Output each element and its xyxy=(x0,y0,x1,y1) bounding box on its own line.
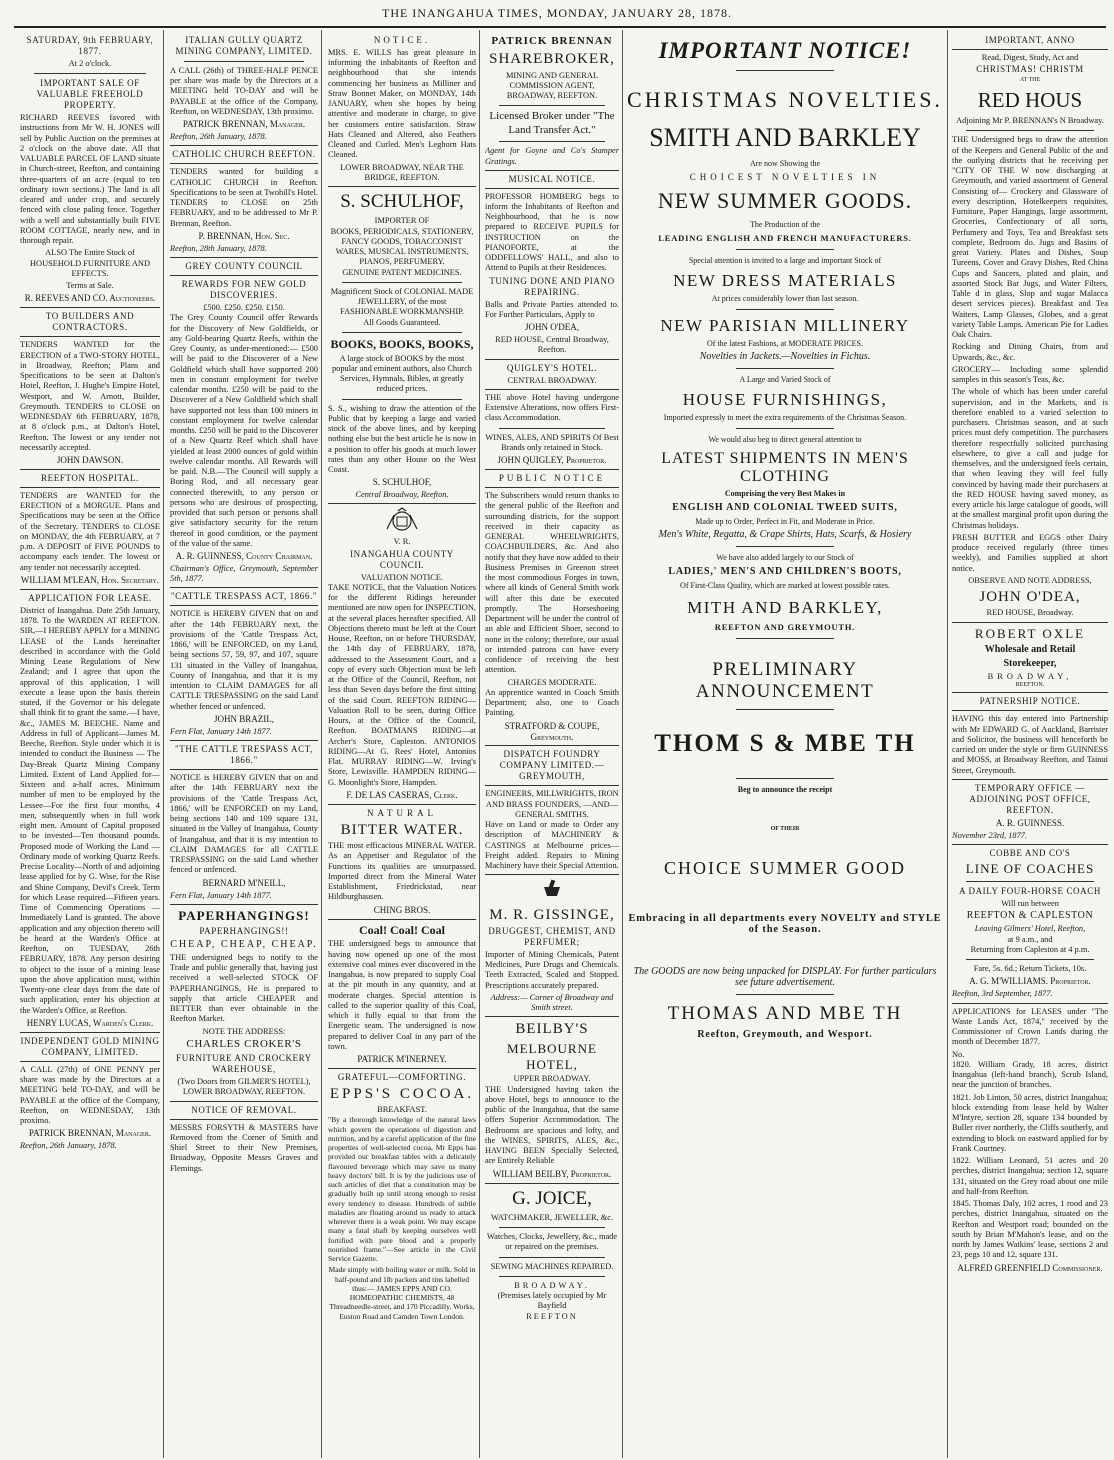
column-divider xyxy=(479,30,480,1458)
of-their-text: OF THEIR xyxy=(770,826,800,832)
sale-heading: IMPORTANT SALE OF VALUABLE FREEHOLD PROPERTY. xyxy=(36,78,144,111)
quigley-signature: JOHN QUIGLEY, Proprietor. xyxy=(497,455,607,466)
cobb-time: at 9 a.m., and xyxy=(1007,934,1053,944)
novelties-text: Novelties in Jackets.—Novelties in Fichus. xyxy=(699,351,871,362)
schulhof-sub: IMPORTER OF xyxy=(374,216,430,226)
center-advertisement xyxy=(626,34,944,1458)
red-house-important: IMPORTANT, ANNO xyxy=(985,35,1075,45)
partnership-heading: PATNERSHIP NOTICE. xyxy=(979,696,1081,707)
public-notice-signature: STRATFORD & COUPE, Greymouth. xyxy=(504,720,600,742)
joice-trade: WATCHMAKER, JEWELLER, &c. xyxy=(490,1212,614,1222)
thomas-mbeth-footer: THOMAS AND MBE TH xyxy=(667,1003,903,1024)
italian-gully-date: Reefton, 26th January, 1878. xyxy=(170,132,267,142)
sale-time: At 2 o'clock. xyxy=(68,58,112,68)
red-house-body: THE Undersigned begs to draw the attention of the Keepers and General Public of the and the outlying districts that he receiving per "CITY OF THE W now discharging at Greymouth, and varied assortment of General Consisting of— Crockery and Glassware of every description, Hotelkeepers requisites, Furniture, Paper Hangings, large assortment, Groceries, Confectionary of all sorts, Perfumery and Toys, Tea and Breakfast sets complete, Bedroom do. Jugs and Basins of great Variety. Plates and Dishes, Soup Tureens, Cover and Gravy Dishes, Red China Cups and Saucers, plated and plain, and assorted Stock Bar Jugs, and Water Filters, Table d in glass, Slop and sugar Malacca desert services pieces). Breakfast and Tea Waiters, Lamp Glasses, Globes, and a great variety Table Lamps. American Pie for Ladies Oak Chairs. xyxy=(952,135,1108,340)
beilby-hotel: MELBOURNE HOTEL, xyxy=(507,1040,597,1072)
grey-county-signature: A. R. GUINNESS, County Chairman. xyxy=(175,551,313,561)
sale-also: ALSO The Entire Stock of HOUSEHOLD FURNITURE AND EFFECTS. xyxy=(29,248,151,278)
oxley-broadway: BROADWAY, xyxy=(987,671,1073,681)
quality-text: Of First-Class Quality, which are marked at lowest possible rates. xyxy=(680,581,890,590)
brennan-body: MINING AND GENERAL COMMISSION AGENT, BROADWAY, REEFTON. xyxy=(505,70,599,101)
schulhof-jewellery: Magnificent Stock of COLONIAL MADE JEWELLERY, of the most FASHIONABLE WORKMANSHIP. xyxy=(330,286,474,317)
lease-1820: 1820. William Grady, 18 acres, district Inangahua (left-hand branch), Scrub Island, near the junction of branches. xyxy=(952,1059,1108,1090)
musical-heading: MUSICAL NOTICE. xyxy=(508,173,596,184)
cattle-trespass-2-signature: BERNARD M'NEILL, xyxy=(202,877,286,888)
coal-body: THE undersigned begs to announce that having now opened up one of the most extensive coal mines ever discovered in the Inangahua, is now prepared to supply Coal at the pit mouth in any quantity, and at moderate charges. Special attention is called to the superior quality of this Coal, which it fully equal to that from the Energetic seam. The undersigned is now prepared to deliver Coal in any part of the town. xyxy=(328,939,476,1051)
joice-body: Watches, Clocks, Jewellery, &c., made or repaired on the premises. xyxy=(486,1232,618,1252)
partnership-body: HAVING this day entered into Partnership with Mr EDWARD G. of Auckland, Barrister and Solicitor, the business will henceforth be carried on under the style or firm GUINNESS and MOSS, at Broadway Reefton, and Tainui Street, Greymouth. xyxy=(952,714,1108,775)
epps-heading: EPPS'S COCOA. xyxy=(329,1085,475,1102)
cobb-run: Will run between xyxy=(1001,898,1059,908)
cobb-heading: COBBE AND CO'S xyxy=(989,848,1071,859)
books-heading: BOOKS, BOOKS, BOOKS, xyxy=(330,336,474,351)
quigley-wines: WINES, ALES, AND SPIRITS Of Best Brands only retained in Stock. xyxy=(485,432,619,452)
temporary-date: November 23rd, 1877. xyxy=(952,830,1028,840)
hospital-body: TENDERS are WANTED for the ERECTION of a MORGUE. Plans and Specifications may be seen at the Office of the Secretary. TENDERS to CLOSE on MONDAY, the 4th FEBRUARY, at 7 p.m. A DEPOSIT of FIVE POUNDS to accompany each tender. The lowest or any tender not necessarily accepted. xyxy=(20,490,160,572)
sale-terms: Terms at Sale. xyxy=(66,281,114,291)
paperhangings-signature: CHARLES CROKER'S xyxy=(186,1037,302,1050)
lease-signature: HENRY LUCAS, Warden's Clerk. xyxy=(26,1017,154,1028)
masthead-rule xyxy=(14,26,1106,28)
cobb-return: Returning from Capleston at 4 p.m. xyxy=(970,944,1090,954)
column-6 xyxy=(952,34,1108,1458)
cobb-signature: A. G. M'WILLIAMS. Proprietor. xyxy=(969,976,1091,987)
schulhof-body: S. S., wishing to draw the attention of the Public that by keeping a large and varied stock of the above lines, and by keeping nothing else but the best article he is now in a position to offer his goods at much lower rates than any other House on the West Coast. xyxy=(328,403,476,475)
independent-signature: PATRICK BRENNAN, Manager. xyxy=(28,1128,152,1139)
public-notice-apprentice: An apprentice wanted in Coach Smith Department; also, one to Coach Painting. xyxy=(485,687,619,718)
epps-made: Made simply with boiling water or milk. Sold in half-pound and 1lb packets and tins labelled thus:— JAMES EPPS AND CO. HOMEOPATHIC CHEMISTS, 48 Threadneedle-street, and 170 Piccadilly. Works, Euston Road and Camden Town London. xyxy=(328,1265,476,1321)
column-divider xyxy=(947,30,948,1458)
dress-materials: NEW DRESS MATERIALS xyxy=(673,271,897,290)
red-house-address: RED HOUSE, Broadway. xyxy=(986,608,1074,618)
wills-address: LOWER BROADWAY, NEAR THE BRIDGE, REEFTON. xyxy=(340,162,464,182)
shirts-text: Men's White, Regatta, & Crape Shirts, Hats, Scarfs, & Hosiery xyxy=(658,529,912,540)
lease-1822: 1822. William Leonard, 51 acres and 20 perches, district Inangahua; section 12, square 131, situated on the Grey road about one mile and half-from Reefton. xyxy=(952,1156,1108,1196)
bitter-water-label: NATURAL xyxy=(367,807,437,818)
cattle-trespass-2-heading: "THE CATTLE TRESPASS ACT, 1866." xyxy=(174,744,314,766)
bitter-water-heading: BITTER WATER. xyxy=(340,821,464,838)
firm-name: SMITH AND BARKLEY xyxy=(649,123,921,152)
cobb-date: Reefton, 3rd September, 1877. xyxy=(952,989,1053,999)
choicest-text: CHOICEST NOVELTIES IN xyxy=(689,172,881,182)
public-notice-body: The Subscribers would return thanks to the general public of the Reefton and surrounding districts, for the support received in their capacity as GENERAL WHEELWRIGHTS, COACHBUILDERS, &c. And also notify that they have now added to their Business Premises in Greenon street the most commodious Forges in town, where all kinds of General Smith work will after this date be executed promptly. The Horseshoeing Department will be under the control of an able and Efficient Shoer, second to none in the colony; therefore, our usual or intended patrons can have every confidence of receiving the best attention. xyxy=(485,491,619,675)
manufacturers-text: LEADING ENGLISH AND FRENCH MANUFACTURERS. xyxy=(658,233,912,243)
brennan-name: PATRICK BRENNAN xyxy=(491,35,613,47)
leases-heading: APPLICATIONS for LEASES under "The Waste Lands Act, 1874," received by the Commissioner of Crown Lands during the month of December 1877. xyxy=(952,1006,1108,1047)
paperhangings-address: (Two Doors from GILMER'S HOTEL), LOWER BROADWAY, REEFTON. xyxy=(177,1077,311,1097)
epps-breakfast: BREAKFAST. xyxy=(377,1105,427,1115)
lease-heading: APPLICATION FOR LEASE. xyxy=(28,592,152,603)
sale-date: SATURDAY, 9th FEBRUARY, 1877. xyxy=(26,35,154,56)
red-house-whole: The whole of which has been under careful supervision, and in the Markets, and is therefore enabled to a varied selection to purchasers. Christmas season, and at such prices must defy competition. The purchasers therefore respectfully solicited purchasing elsewhere, to give a call and judge for themselves, and the undersigned feels certain, that when leaving they will feel fully convinced by having made their purchasers at the RED HOUSE having saved money, as every article his large catalogue of goods, will at the smallest marginal profit upon during the Christmas holidays. xyxy=(952,387,1108,530)
preliminary-announcement: PRELIMINARY ANNOUNCEMENT xyxy=(695,659,875,702)
foundry-body: Have on Land or made to Order any description of MACHINERY & CASTINGS at Melbourne prices—Freight added. Repairs to Mining Machinery have their Special Attention. xyxy=(485,820,619,871)
column-divider xyxy=(622,30,623,1458)
brennan-agent: Agent for Goyne and Co's Stamper Gratings. xyxy=(485,146,619,166)
column-2 xyxy=(170,34,318,1458)
oxley-trade-2: Storekeeper, xyxy=(1003,657,1057,669)
column-4 xyxy=(485,34,619,1458)
red-house-signature: JOHN O'DEA, xyxy=(979,589,1081,606)
italian-gully-signature: PATRICK BRENNAN, Manager. xyxy=(182,119,306,130)
catholic-church-body: TENDERS wanted for building a CATHOLIC CHURCH in Reefton. Specifications to be seen at Twohill's Hotel. TENDERS to CLOSE on 25th FEBRUARY, and to be addressed to Mr P. Brennan, Reefton. xyxy=(170,167,318,228)
gissinge-name: M. R. GISSINGE, xyxy=(489,906,615,923)
paperhangings-subheading: PAPERHANGINGS!! xyxy=(199,925,289,936)
schulhof-goods: BOOKS, PERIODICALS, STATIONERY, FANCY GOODS, TOBACCONIST WARES, MUSICAL INSTRUMENTS, PIANOS, PERFUMERY. xyxy=(330,226,474,267)
cobb-fare: Fare, 5s. 6d.; Return Tickets, 10s. xyxy=(973,964,1087,974)
column-3 xyxy=(328,34,476,1458)
red-house-heading: RED HOUS xyxy=(977,87,1083,112)
summer-goods: NEW SUMMER GOODS. xyxy=(657,188,913,213)
quigley-heading: QUIGLEY'S HOTEL. xyxy=(506,362,598,373)
temporary-office: TEMPORARY OFFICE — ADJOINING POST OFFICE, REEFTON. xyxy=(969,782,1091,815)
inangahua-council-signature: F. DE LAS CASERAS, Clerk. xyxy=(346,789,458,800)
made-text: Made up to Order, Perfect in Fit, and Moderate in Price. xyxy=(695,517,875,526)
oxley-name: ROBERT OXLE xyxy=(974,625,1086,641)
paperhangings-note: NOTE THE ADDRESS: xyxy=(202,1026,286,1036)
schulhof-medicines: GENUINE PATENT MEDICINES. xyxy=(342,267,462,277)
epps-body: "By a thorough knowledge of the natural laws which govern the operations of digestion and nutrition, and by a careful application of the fine properties of well-selected cocoa, Mr Epps has provided our breakfast tables with a delicately flavoured beverage which may save us many heavy doctors' bill. It is by the judicious use of such articles of diet that a constitution may be gradually built up until strong enough to resist every tendency to disease. Hundreds of subtle maladies are floating around us ready to attack wherever there is a weak point. We may escape many a fatal shaft by keeping ourselves well fortified with pure blood and a properly nourished frame."—See article in the Civil Service Gazette. xyxy=(328,1115,476,1264)
musical-body: PROFESSOR HOMBERG begs to inform the Inhabitants of Reefton and Neighbourhood, that he is now prepared to RECEIVE PUPILS for INSTRUCTION on the PIANOFORTE, at the ODDFELLOWS' HALL, and also to Attend to Pupils at their Residences. xyxy=(485,191,619,273)
epps-grateful: GRATEFUL—COMFORTING. xyxy=(337,1071,467,1082)
catholic-church-heading: CATHOLIC CHURCH REEFTON. xyxy=(172,149,316,160)
imported-text: Imported expressly to meet the extra requirements of the Christmas Season. xyxy=(663,413,907,422)
independent-heading: INDEPENDENT GOLD MINING COMPANY, LIMITED. xyxy=(20,1035,160,1057)
thomas-towns: Reefton, Greymouth, and Wesport. xyxy=(697,1029,873,1040)
removal-body: MESSRS FORSYTH & MASTERS have Removed from the Corner of Smith and Shiel Street to their New Premises, Broadway, Opposite Messrs Graves and Flemings. xyxy=(170,1122,318,1173)
showing-text: Are now Showing the xyxy=(750,159,820,168)
royal-arms xyxy=(328,507,476,537)
quigley-sub: CENTRAL BROADWAY. xyxy=(507,375,597,385)
grey-county-heading: GREY COUNTY COUNCIL xyxy=(185,261,303,272)
italian-gully-body: A CALL (26th) of THREE-HALF PENCE per share was made by the Directors at a MEETING held TO-DAY and will be PAYABLE at the office of the Company, Reefton, on WEDNESDAY, 13th proximo. xyxy=(170,65,318,116)
temporary-signature: A. R. GUINNESS. xyxy=(995,817,1065,828)
grey-county-body: The Grey County Council offer Rewards for the Discovery of New Goldfields, or any Gold-bearing Quartz Reefs, within the Grey County, as under-mentioned:— £500 will be paid to the Discoverer of a New Goldfield which shall have supported 200 men in constant employment for twelve calendar months. £250 will be paid to the Discoverer of a New Goldfield which shall have supported not less than 100 miners in constant employment for twelve calendar months. £250 will be paid to the Discoverer of a New Quartz Reef which shall have yielded at least 2000 ounces of gold within twelve calendar months. All Rewards will be paid. N.B.—The Council will supply a Boring Rod, and all necessary gear connected therewith, to any person or persons who are desirous of prospecting, provided that such person or persons shall give satisfactory security for the return thereof in good condition, or the payment of the value of the same. xyxy=(170,313,318,548)
public-notice-charges: CHARGES MODERATE. xyxy=(507,677,597,687)
red-house-adjoining: Adjoining Mr P. BRENNAN's N Broadway. xyxy=(956,116,1104,126)
paperhangings-shop: FURNITURE AND CROCKERY WAREHOUSE, xyxy=(176,1053,312,1075)
lease-body: District of Inangahua. Date 25th January, 1878. To the WARDEN AT REEFTON. SIR,—I HEREBY APPLY for a MINING LEASE of the Lands hereinafter described in accordance with the Gold Mining Lease Regulations of New Zealand; and I agree that upon the approval of this application, I will execute a lease upon the basis therein stated, if the Governor or his delegate shall think fit to grant the same.—I have, &c., JAMES M. BEECHE. Name and Address in full of Applicant—James M. Beeche, Reefton. Style under which it is intended to conduct the Business — The Day-Break Quartz Mining Company Limited. Extent of Land Applied for—Sixteen and a-half acres. Minimum number of men to be employed by the Lessee—For the first four months, 4 men, subsequently when in full work eight men. Amount of Capital proposed to be invested—Ten thousand pounds. Proposed mode of Working the Land — Ordinary mode of working Quartz Reefs. Precise Locality—North of and adjoining lease applied for by G. Wise, for the Rise and Shine Company, Devil's Creek. Term for which Lease required—Fifteen years. Time of Commencing Operations — Immediately Land is granted. The above application and any objection thereto will be heard at the Warden's Office at Reefton, on TUESDAY, 26th FEBRUARY, 1878. Any person desiring to object to the issue of a mining lease upon the above application must, within Twenty-one clear days from the date of such application, enter his objection at the Warden's Office, at Reefton. xyxy=(20,605,160,1015)
cattle-trespass-2-date: Fern Flat, January 14th 1877. xyxy=(170,890,272,900)
boots-text: LADIES,' MEN'S AND CHILDREN'S BOOTS, xyxy=(668,566,902,577)
cattle-trespass-signature: JOHN BRAZIL, xyxy=(214,713,274,724)
beilby-sub: UPPER BROADWAY. xyxy=(513,1074,591,1084)
tweed-suits: ENGLISH AND COLONIAL TWEED SUITS, xyxy=(672,502,898,513)
leases-number-label: No. xyxy=(952,1049,965,1059)
column-divider xyxy=(321,30,322,1458)
public-notice-heading: PUBLIC NOTICE xyxy=(498,473,606,484)
beg-text: Beg to announce the receipt xyxy=(737,785,833,794)
production-text: The Production of the xyxy=(750,220,820,229)
beilby-body: THE Undersigned having taken the above Hotel, begs to announce to the public of the Inangahua, that the same offers Superior Accommodation. The Bedrooms are spacious and lofty, and the WINES, SPIRITS, ALES, &c., HAVING BEEN Specially Selected, are Entirely Reliable xyxy=(485,1084,619,1166)
cobb-leave: Leaving Gilmers' Hotel, Reefton, xyxy=(974,924,1086,934)
firm-places: REEFTON AND GREYMOUTH. xyxy=(714,622,856,632)
gissinge-body: Importer of Mining Chemicals, Patent Medicines, Pure Drugs and Chemicals. Teeth Extracted, Scaled and Stopped. Prescriptions accurately prepared. xyxy=(485,949,619,990)
removal-heading: NOTICE OF REMOVAL. xyxy=(191,1104,297,1115)
grey-county-title: REWARDS FOR NEW GOLD DISCOVERIES. xyxy=(181,279,307,301)
schulhof-name: S. SCHULHOF, xyxy=(340,191,464,213)
joice-sewing: SEWING MACHINES REPAIRED. xyxy=(490,1261,614,1271)
paperhangings-heading: PAPERHANGINGS! xyxy=(178,907,310,923)
catholic-church-date: Reefton, 28th January, 1878. xyxy=(170,243,267,253)
red-house-rocking: Rocking and Dining Chairs, from and Upwards, &c., &c. xyxy=(952,342,1108,362)
italian-gully-heading: ITALIAN GULLY QUARTZ MINING COMPANY, LIMITED. xyxy=(175,35,313,56)
brennan-licence: Licensed Broker under "The Land Transfer Act." xyxy=(489,110,615,136)
firm-name-2: MITH AND BARKLEY, xyxy=(687,598,883,617)
parisian-millinery: NEW PARISIAN MILLINERY xyxy=(660,316,910,335)
lease-1821: 1821. Job Linton, 50 acres, district Inangahua; block extending from lease held by Walter M'Intyre, section 28, square 134 bounded by Buller river northerly, the Cliffs southerly, and extending to block on eastward applied for by Frank Courtney. xyxy=(952,1092,1108,1153)
joice-name: G. JOICE, xyxy=(512,1187,592,1209)
leases-signature: ALFRED GREENFIELD Commissioner. xyxy=(957,1262,1103,1273)
beilby-signature: WILLIAM BEILBY, Proprietor. xyxy=(492,1168,612,1179)
builders-heading: TO BUILDERS AND CONTRACTORS. xyxy=(45,311,135,333)
bitter-water-body: THE most efficacious MINERAL WATER. As an Appetiser and Regulator of the Functions its qualities are unsurpassed. Imported direct from the Mineral Water Establishment, Friedrickstad, near Hildburghausen. xyxy=(328,841,476,902)
column-divider xyxy=(163,30,164,1458)
choice-summer-goods: CHOICE SUMMER GOOD xyxy=(663,858,906,878)
joice-town: REEFTON xyxy=(526,1311,578,1321)
christmas-novelties: CHRISTMAS NOVELTIES. xyxy=(627,87,943,112)
important-notice: IMPORTANT NOTICE! xyxy=(658,38,912,63)
independent-body: A CALL (27th) of ONE PENNY per share was made by the Directors at a MEETING held TO-DAY, and will be PAYABLE at the office of the Company, Reefton, on WEDNESDAY, 13th proximo. xyxy=(20,1064,160,1126)
embracing-text: Embracing in all departments every NOVELTY and STYLE of the Season. xyxy=(628,913,942,935)
house-furnishings: HOUSE FURNISHINGS, xyxy=(682,390,888,409)
joice-premises: (Premises lately occupied by Mr Bayfield xyxy=(497,1291,607,1311)
lease-1845: 1845. Thomas Daly, 102 acres, 1 rood and 23 perches, district Inangahua, situated on the Reefton and Westport road; bounded on the south by Brian M'Mahon's lease, and on the north by James Watkins' lease, sections 2 and 23, pegs 10 and 12, square 131. xyxy=(952,1199,1108,1260)
red-house-butter: FRESH BUTTER and EGGS other Dairy produce received regularly (three times weekly), and Families supplied at short notice. xyxy=(952,532,1108,573)
cattle-trespass-body: NOTICE is HEREBY GIVEN that on and after the 14th FEBRUARY next, the provisions of the 'Cattle Trespass Act, 1866,' will be ENFORCED, on my Land, being sections 57, 59, 97, and 107, square 131 situated in the Valley of Inangahua, County of Inangahua, and that it is my intention to CLAIM DAMAGES for all CATTLE TRESPASSING on the said Land whether fenced or unfenced. xyxy=(170,609,318,711)
schulhof-address: Central Broadway, Reefton. xyxy=(355,490,449,500)
brennan-trade: SHAREBROKER, xyxy=(489,51,615,68)
goods-unpacked: The GOODS are now being unpacked for DISPLAY. For further particulars see future advertisement. xyxy=(633,966,937,988)
gissinge-trade: DRUGGEST, CHEMIST, AND PERFUMER; xyxy=(488,925,616,947)
cobb-line: LINE OF COACHES xyxy=(965,861,1095,877)
special-text: Special attention is invited to a large and important Stock of xyxy=(688,256,882,265)
independent-date: Reefton, 26th January, 1878. xyxy=(20,1141,117,1151)
prices-text: At prices considerably lower than last season. xyxy=(711,294,859,303)
column-1 xyxy=(20,34,160,1458)
red-house-christmas: CHRISTMAS! CHRISTM xyxy=(976,64,1084,75)
cobb-daily: A DAILY FOUR-HORSE COACH xyxy=(959,885,1101,896)
cattle-trespass-date: Fern Flat, January 14th 1877. xyxy=(170,726,272,736)
foundry-trade: ENGINEERS, MILLWRIGHTS, IRON AND BRASS FOUNDERS, —AND— GENERAL SMITHS. xyxy=(485,789,619,819)
added-text: We have also added largely to our Stock of xyxy=(716,553,854,562)
sale-body: RICHARD REEVES favored with instructions from Mr W. H. JONES will sell by Public Auction on the premises at 2 o'clock on the above date. All that VALUABLE PARCEL OF LAND situate in Church-street, Reefton, and containing three-quarters of an acre (equal to ten ordinary town sections.) The land is all cleared and under crop, and securely fenced with close paling fence. Together with a well and substantially built FIVE ROOM COTTAGE, nearly new, and in thorough repair. xyxy=(20,113,160,246)
paperhangings-cheap: CHEAP, CHEAP, CHEAP. xyxy=(170,938,318,950)
schulhof-guarantee: All Goods Guaranteed. xyxy=(363,317,441,327)
beilby-heading: BEILBY'S xyxy=(515,1021,589,1038)
musical-signature: JOHN O'DEA, xyxy=(524,322,580,333)
cattle-trespass-heading: "CATTLE TRESPASS ACT, 1866." xyxy=(170,591,318,602)
grey-county-amounts: £500. £250. £250. £150. xyxy=(203,303,285,312)
fashions-text: Of the latest Fashions, at MODERATE PRICES. xyxy=(707,339,863,348)
catholic-church-signature: P. BRENNAN, Hon. Sec. xyxy=(198,230,290,241)
quigley-body: THE above Hotel having undergone Extensive Alterations, now offers First-class Accommodation. xyxy=(485,392,619,423)
oxley-town: REEFTON. xyxy=(1015,682,1045,689)
valuation-notice: VALUATION NOTICE. xyxy=(360,572,444,582)
schulhof-signature: S. SCHULHOF, xyxy=(372,477,432,488)
masthead: THE INANGAHUA TIMES, MONDAY, JANUARY 28, 1878. xyxy=(381,6,733,20)
sale-signature: R. REEVES AND CO. Auctioneers. xyxy=(24,293,156,304)
musical-tuning: TUNING DONE AND PIANO REPAIRING. xyxy=(489,275,615,297)
coal-signature: PATRICK M'INERNEY. xyxy=(357,1054,447,1064)
musical-balls: Balls and Private Parties attended to. For Further Particulars, Apply to xyxy=(485,299,619,319)
mortar-icon xyxy=(485,878,619,903)
thomas-mbeth-heading: THOM S & MBE TH xyxy=(654,730,916,757)
paperhangings-body: THE undersigned begs to notify to the Trade and public generally that, having just received a well-selected STOCK OF PAPERHANGINGS, He is prepared to supply that article CHEAPER and BETTER than ever obtainable in the Reefton Market. xyxy=(170,952,318,1024)
bitter-water-signature: CHING BROS. xyxy=(373,904,431,915)
inangahua-council-body: TAKE NOTICE, that the Valuation Notices for the different Ridings hereunder mentioned are now open for INSPECTION, at the several places hereafter specified. All Objections thereto must be left at the Court House, Reefton, on or before THURSDAY, the 14th day of FEBRUARY, 1878, addressed to the Assessment Court, and a copy of every such Objection must be left at the Office of the Council, Reefton, not less than Seven days before the first sitting of the said Court. REEFTON RIDING—Valuation Roll to be seen, during Office Hours, at the Office of the Council, Reefton. BOATMANS RIDING—at Archer's Store, Capleston. ANTONIOS RIDING—At G. Rees' Hotel, Antonios Flat. MURRAY RIDING—W. Irving's Store, Lewisville. HAMPDEN RIDING—G. Moonlight's Store, Hampden. xyxy=(328,582,476,787)
hospital-heading: REEFTON HOSPITAL. xyxy=(41,472,139,483)
oxley-trade: Wholesale and Retail xyxy=(984,643,1076,655)
foundry-heading: DISPATCH FOUNDRY COMPANY LIMITED.—GREYMOUTH, xyxy=(499,749,605,782)
red-house-at-the: AT THE xyxy=(1019,77,1041,84)
comprising-text: Comprising the very Best Makes in xyxy=(724,489,846,498)
red-house-read: Read, Digest, Study, Act and xyxy=(981,52,1079,62)
gissinge-address: Address:— Corner of Broadway and Smith street. xyxy=(490,992,614,1013)
red-house-observe: OBSERVE AND NOTE ADDRESS, xyxy=(968,575,1092,585)
stock-text: A Large and Varied Stock of xyxy=(739,375,831,384)
books-body: A large stock of BOOKS by the most popular and eminent authors, also Church Services, Hymnals, Bibles, at greatly reduced prices. xyxy=(331,353,472,394)
wills-body: MRS. E. WILLS has great pleasure in informing the inhabitants of Reefton and neighbourhood that she intends commencing her business as Milliner and Straw Bonnet Maker, on MONDAY, 14th JANUARY, when she hopes by being attentive and moderate in charge, to give her customers entire satisfaction. Straw Hats Cleaned and Altered, also Feathers Cleaned and Curled. Men's Leghorn Hats Cleaned. xyxy=(328,47,476,160)
vr-mark: V. R. xyxy=(393,537,411,547)
cobb-route: REEFTON & CAPLESTON xyxy=(966,910,1094,922)
inangahua-council-heading: INANGAHUA COUNTY COUNCIL xyxy=(350,548,454,570)
mens-clothing: LATEST SHIPMENTS IN MEN'S CLOTHING xyxy=(661,450,909,485)
musical-address: RED HOUSE, Central Broadway, Reefton. xyxy=(495,335,609,355)
grey-county-date: Chairman's Office, Greymouth, September 5th, 1877. xyxy=(170,563,318,584)
joice-broadway: BROADWAY. xyxy=(514,1280,590,1290)
direct-text: We would also beg to direct general attention to xyxy=(708,435,862,444)
coal-heading: Coal! Coal! Coal xyxy=(359,922,445,937)
red-house-grocery: GROCERY— Including some splendid samples in this season's Teas, &c. xyxy=(952,364,1108,385)
cattle-trespass-2-body: NOTICE is HEREBY GIVEN that on and after the 14th FEBRUARY next the provisions of the 'Cattle Trespass Act, 1866,' will be ENFORCED on my Land, being sections 140 and 109 square 131, situated in the Valley of Inangahua, County of Inangahua, and that it is my intention to CLAIM DAMAGES for all CATTLE TRESPASSING on the said Land whether fenced or unfenced. xyxy=(170,773,318,875)
hospital-signature: WILLIAM M'LEAN, Hon. Secretary. xyxy=(20,574,160,585)
builders-body: TENDERS WANTED for the ERECTION of a TWO-STORY HOTEL, in Broadway, Reefton; Plans and Specifications to be seen at Dalton's Hotel, Reefton, J. Hughe's Empire Hotel, Westport, and W. Arnott, Builder, Greymouth. TENDERS to CLOSE on WEDNESDAY 6th FEBRUARY, 1878, at 8 o'clock p.m., at Dalton's Hotel, Reefton. The lowest or any tender not necessarily accepted. xyxy=(20,340,160,452)
crest-icon xyxy=(382,507,422,535)
builders-signature: JOHN DAWSON. xyxy=(56,455,124,465)
notice-heading: NOTICE. xyxy=(373,35,431,45)
